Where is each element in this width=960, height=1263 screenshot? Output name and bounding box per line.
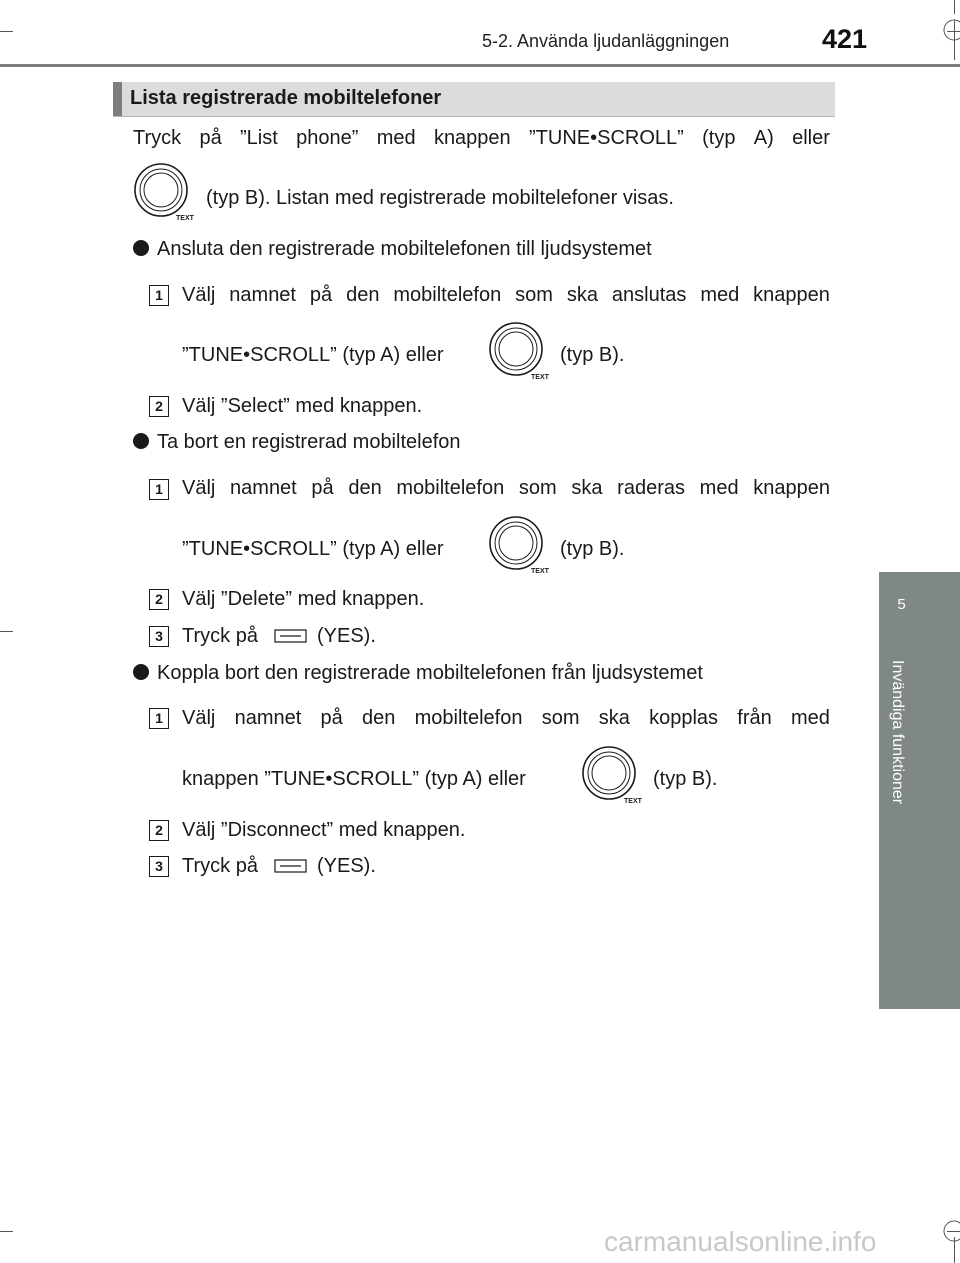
intro-line-1 [133, 126, 830, 150]
step-number: 3 [149, 856, 169, 877]
word: knappen [433, 127, 511, 149]
word: mobiltelefon [414, 707, 523, 729]
word: namnet [234, 707, 302, 729]
step-text-before: Tryck på [182, 855, 258, 877]
step-text: Välj ”Delete” med knappen. [182, 588, 425, 610]
word: på [199, 127, 222, 149]
step-number: 3 [149, 626, 169, 647]
word: knappen [753, 477, 830, 499]
step-line-1 [182, 283, 830, 307]
bullet-icon [133, 433, 149, 449]
running-header-section: 5-2. Använda ljudanläggningen [482, 31, 730, 51]
group-heading-text: Ansluta den registrerade mobiltelefonen till ljudsystemet [157, 238, 652, 260]
word: anslutas [611, 284, 687, 306]
step-number: 1 [149, 708, 169, 729]
word: Välj [182, 477, 216, 499]
watermark: carmanualsonline.info [604, 1226, 877, 1257]
word: som [518, 477, 557, 499]
word: kopplas [649, 707, 719, 729]
knob-caption: TEXT [531, 568, 549, 574]
step-line-2a: ”TUNE•SCROLL” (typ A) eller [182, 344, 444, 366]
step-line-2a: ”TUNE•SCROLL” (typ A) eller [182, 538, 444, 560]
step-number: 2 [149, 820, 169, 841]
word: på [309, 284, 333, 306]
word: med [790, 707, 830, 729]
yes-button-icon [274, 628, 307, 644]
word: (typ [702, 127, 736, 149]
word: eller [792, 127, 830, 149]
tune-scroll-knob-icon [134, 163, 194, 221]
word: den [362, 707, 396, 729]
registration-mark [940, 10, 960, 50]
word: knappen [753, 284, 830, 306]
group-heading [133, 661, 703, 685]
word: den [346, 284, 380, 306]
word: phone” [296, 127, 359, 149]
section-heading [113, 82, 835, 117]
word: på [320, 707, 343, 729]
crop-mark [0, 31, 13, 32]
step-line-1 [182, 706, 830, 730]
word: den [348, 477, 382, 499]
word: som [541, 707, 580, 729]
step-text: Välj ”Disconnect” med knappen. [182, 819, 466, 841]
step-number: 1 [149, 285, 169, 306]
word: med [700, 284, 740, 306]
step-number: 2 [149, 589, 169, 610]
group-heading [133, 430, 461, 454]
step-text-before: Tryck på [182, 625, 258, 647]
step-line-2a: knappen ”TUNE•SCROLL” (typ A) eller [182, 768, 526, 790]
word: med [376, 127, 416, 149]
word: ska [598, 707, 630, 729]
step-line-2b: (typ B). [560, 538, 625, 560]
word: med [699, 477, 739, 499]
word: ”List [240, 127, 278, 149]
step-number: 2 [149, 396, 169, 417]
crop-mark [0, 631, 13, 632]
word: A) [753, 127, 774, 149]
registration-mark [940, 1215, 960, 1255]
word: från [737, 707, 772, 729]
tune-scroll-knob-icon [489, 516, 549, 574]
page-number: 421 [822, 24, 868, 54]
knob-caption: TEXT [624, 798, 642, 804]
word: ska [566, 284, 598, 306]
word: mobiltelefon [393, 284, 502, 306]
step-text-after: (YES). [317, 855, 376, 877]
header-rule [0, 64, 960, 67]
crop-mark [0, 1231, 13, 1232]
word: Välj [182, 284, 216, 306]
bullet-icon [133, 240, 149, 256]
step-number: 1 [149, 479, 169, 500]
word: Välj [182, 707, 216, 729]
chapter-title: Invändiga funktioner [889, 660, 906, 805]
word: namnet [230, 477, 297, 499]
bullet-icon [133, 664, 149, 680]
section-title: Lista registrerade mobiltelefoner [130, 87, 442, 109]
intro-line-2: (typ B). Listan med registrerade mobiltelefoner visas. [206, 187, 674, 209]
step-line-2b: (typ B). [560, 344, 625, 366]
word: ”TUNE•SCROLL” [529, 127, 684, 149]
section-heading-bar [113, 82, 122, 116]
word: Tryck [133, 127, 182, 149]
group-heading-text: Koppla bort den registrerade mobiltelefonen från ljudsystemet [157, 662, 703, 684]
word: mobiltelefon [396, 477, 505, 499]
word: som [515, 284, 553, 306]
chapter-number: 5 [897, 596, 906, 613]
step-line-1 [182, 476, 830, 500]
word: ska [571, 477, 603, 499]
group-heading [133, 237, 652, 261]
word: raderas [617, 477, 685, 499]
step-text: Välj ”Select” med knappen. [182, 395, 423, 417]
word: på [311, 477, 334, 499]
word: namnet [229, 284, 296, 306]
knob-caption: TEXT [176, 215, 194, 221]
tune-scroll-knob-icon [489, 322, 549, 380]
step-text-after: (YES). [317, 625, 376, 647]
knob-caption: TEXT [531, 374, 549, 380]
tune-scroll-knob-icon [582, 746, 642, 804]
step-line-2b: (typ B). [653, 768, 718, 790]
yes-button-icon [274, 858, 307, 874]
group-heading-text: Ta bort en registrerad mobiltelefon [157, 431, 461, 453]
